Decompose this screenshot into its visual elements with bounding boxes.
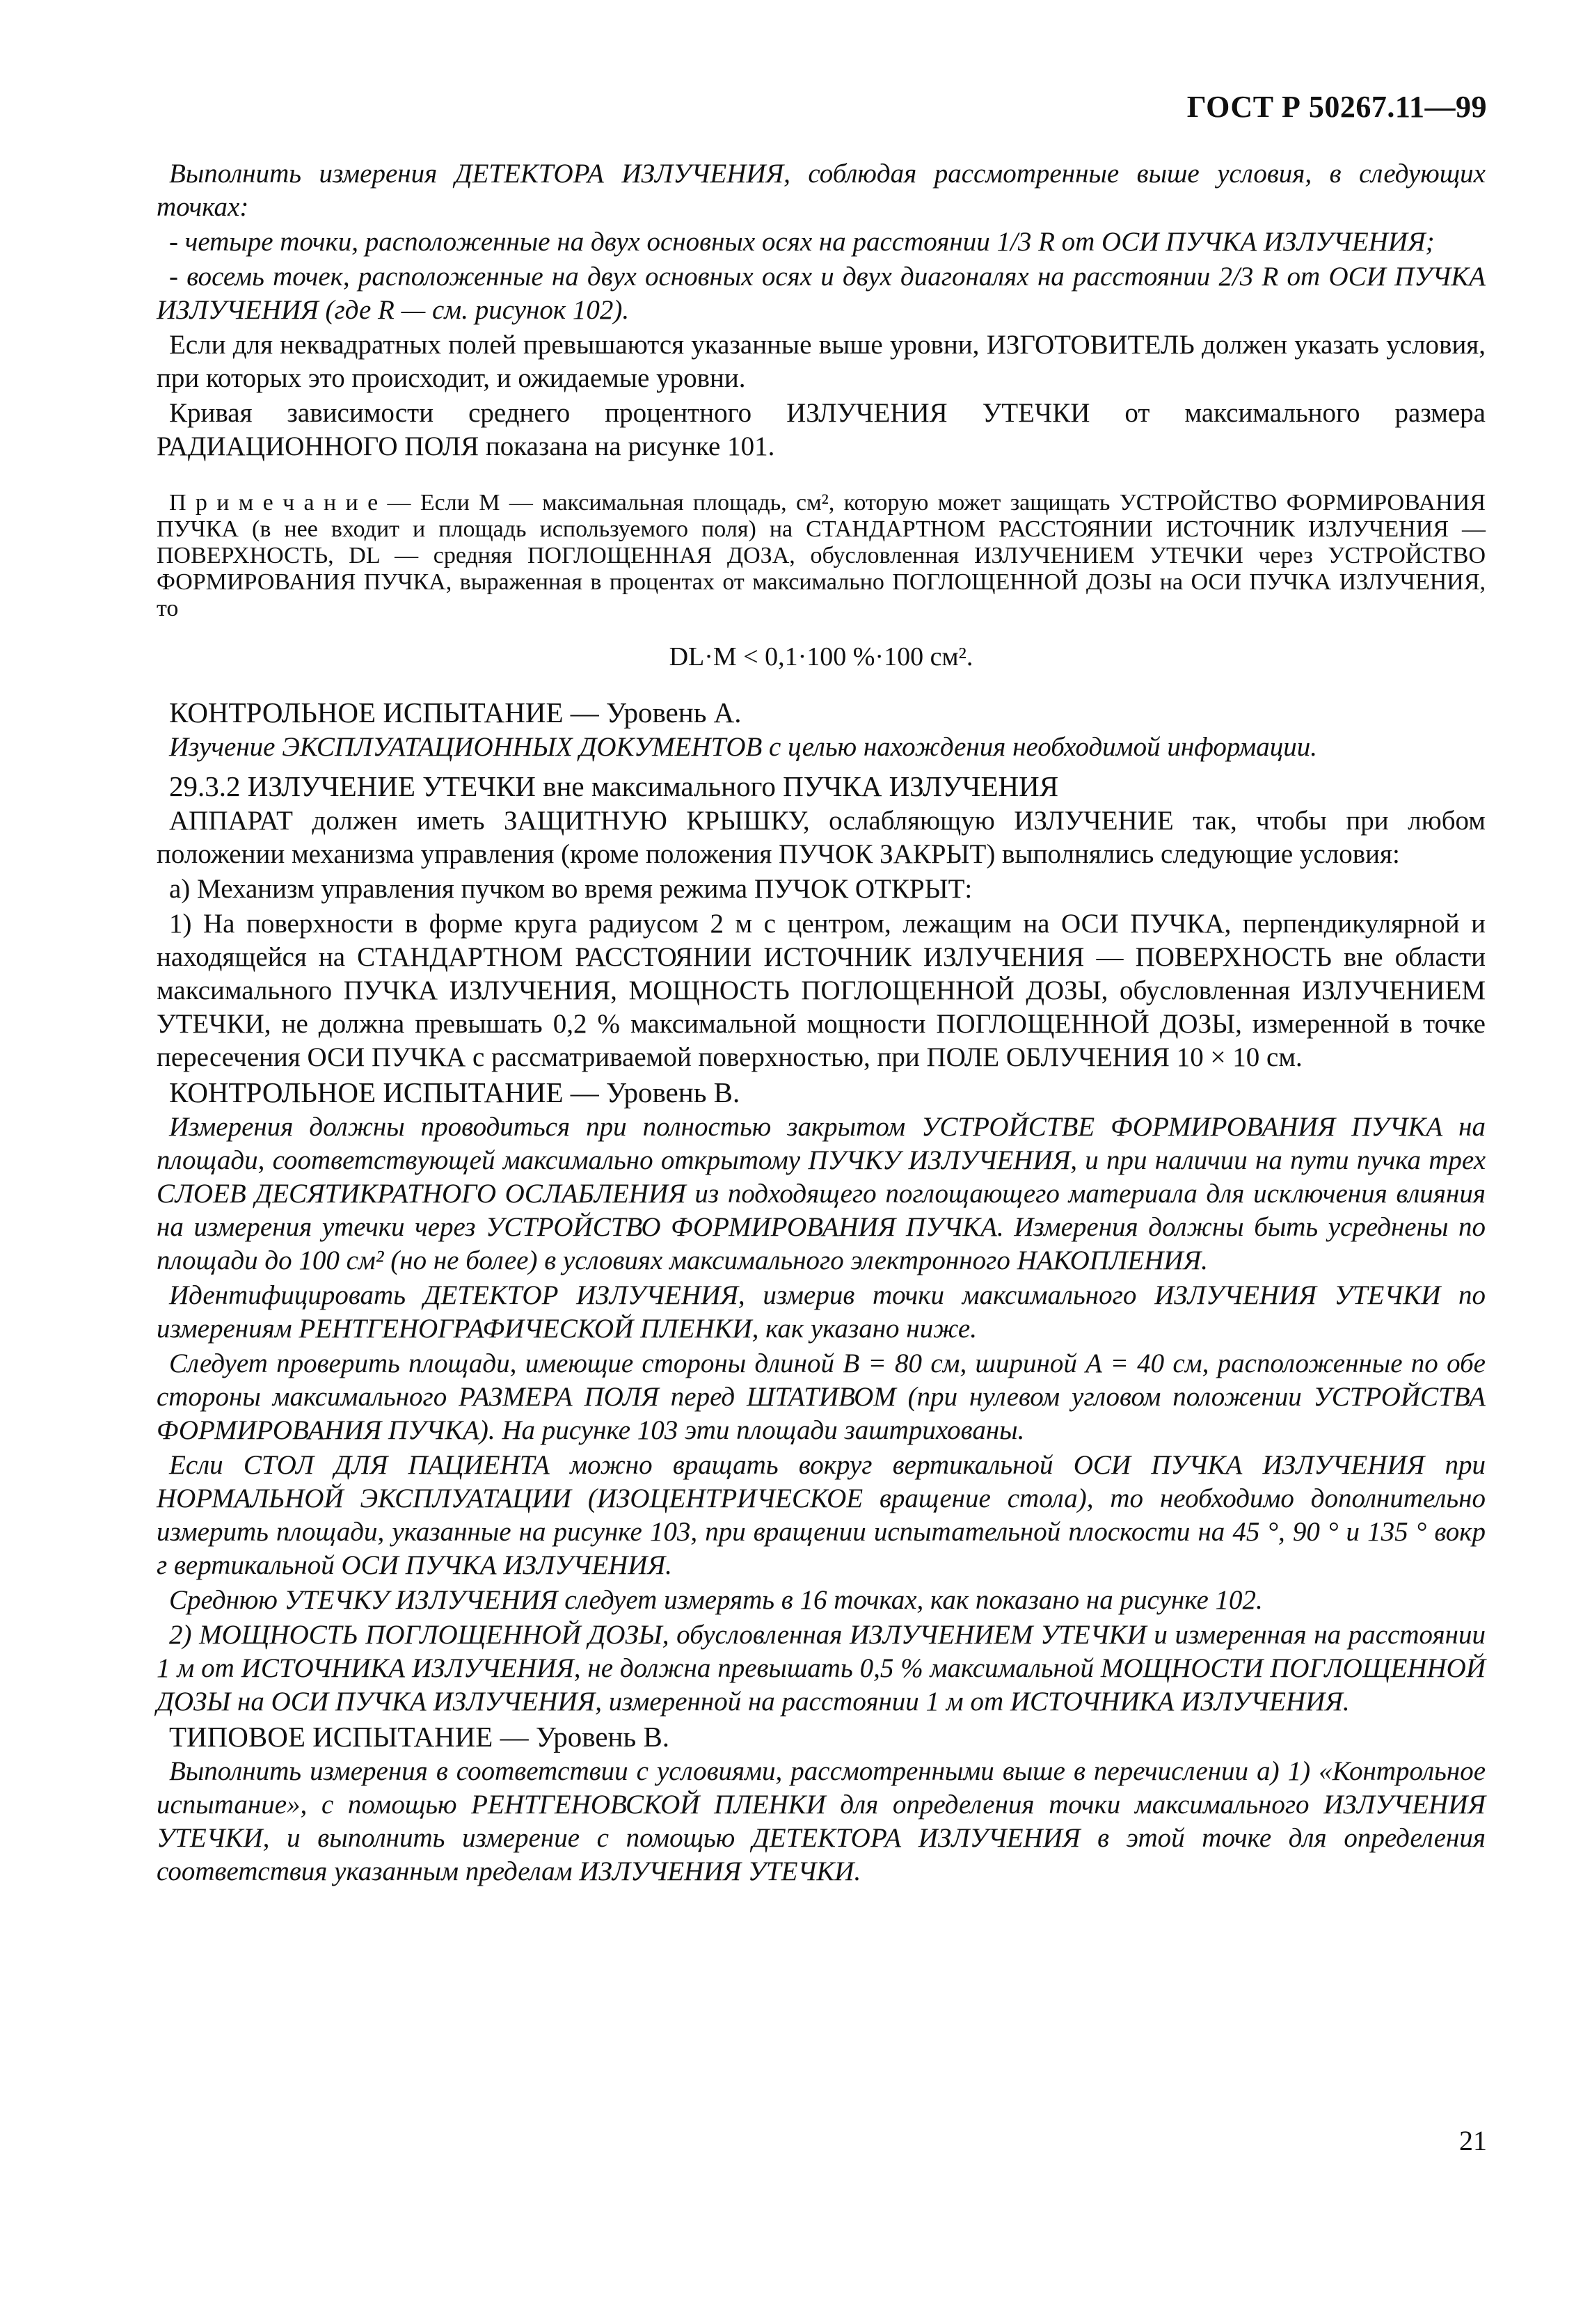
paragraph-leakage-curve: Кривая зависимости среднего процентного ИЗЛУЧЕНИЯ УТЕЧКИ от максимального размера РАДИАЦИОННОГО ПОЛЯ показана на рисунке 101. — [157, 398, 1486, 461]
paragraph-item-2: 2) МОЩНОСТЬ ПОГЛОЩЕННОЙ ДОЗЫ, обусловленная ИЗЛУЧЕНИЕМ УТЕЧКИ и измеренная на расстоянии 1 м от ИСТОЧНИКА ИЗЛУЧЕНИЯ, не должна превышать 0,5 % максимальной МОЩНОСТИ ПОГЛОЩЕННОЙ ДОЗЫ на ОСИ ПУЧКА ИЗЛУЧЕНИЯ, измеренной на расстоянии 1 м от ИСТОЧНИКА ИЗЛУЧЕНИЯ. — [157, 1620, 1486, 1717]
control-test-level-b: КОНТРОЛЬНОЕ ИСПЫТАНИЕ — Уровень В. — [169, 1076, 740, 1108]
formula: DL·M < 0,1·100 %·100 см². — [669, 642, 973, 671]
control-test-level-a: КОНТРОЛЬНОЕ ИСПЫТАНИЕ — Уровень А. — [169, 697, 742, 729]
paragraph-study-documents: Изучение ЭКСПЛУАТАЦИОННЫХ ДОКУМЕНТОВ с целью нахождения необходимой информации. — [169, 732, 1318, 762]
paragraph-check-areas: Следует проверить площади, имеющие стороны длиной B = 80 см, шириной A = 40 см, расположенные по обе стороны максимального РАЗМЕРА ПОЛЯ перед ШТАТИВОМ (при нулевом угловом положении УСТРОЙСТВА ФОРМИРОВАНИЯ ПУЧКА). На рисунке 103 эти площади заштрихованы. — [157, 1348, 1486, 1445]
paragraph-identify-detector: Идентифицировать ДЕТЕКТОР ИЗЛУЧЕНИЯ, измерив точки максимального ИЗЛУЧЕНИЯ УТЕЧКИ по измерениям РЕНТГЕНОГРАФИЧЕСКОЙ ПЛЕНКИ, как указано ниже. — [157, 1280, 1486, 1344]
section-heading-29-3-2: 29.3.2 ИЗЛУЧЕНИЕ УТЕЧКИ вне максимального ПУЧКА ИЗЛУЧЕНИЯ — [169, 770, 1059, 802]
paragraph-patient-table: Если СТОЛ ДЛЯ ПАЦИЕНТА можно вращать вокруг вертикальной ОСИ ПУЧКА ИЗЛУЧЕНИЯ при НОРМАЛЬНОЙ ЭКСПЛУАТАЦИИ (ИЗОЦЕНТРИЧЕСКОЕ вращение стола), то необходимо дополнительно измерить площади, указанные на рисунке 103, при вращении испытательной плоскости на 45 °, 90 ° и 135 ° вокр г вертикальной ОСИ ПУЧКА ИЗЛУЧЕНИЯ. — [157, 1450, 1486, 1580]
paragraph-item-a: а) Механизм управления пучком во время режима ПУЧОК ОТКРЫТ: — [169, 874, 973, 904]
type-test-level-b: ТИПОВОЕ ИСПЫТАНИЕ — Уровень В. — [169, 1721, 670, 1753]
paragraph-measurements-closed-device: Измерения должны проводиться при полностью закрытом УСТРОЙСТВЕ ФОРМИРОВАНИЯ ПУЧКА на площади, соответствующей максимально открытому ПУЧКУ ИЗЛУЧЕНИЯ, и при наличии на пути пучка трех СЛОЕВ ДЕСЯТИКРАТНОГО ОСЛАБЛЕНИЯ из подходящего поглощающего материала для исключения влияния на измерения утечки через УСТРОЙСТВО ФОРМИРОВАНИЯ ПУЧКА. Измерения должны быть усреднены по площади до 100 см² (но не более) в условиях максимального электронного НАКОПЛЕНИЯ. — [157, 1112, 1486, 1275]
paragraph-nonsquare-fields: Если для неквадратных полей превышаются указанные выше уровни, ИЗГОТОВИТЕЛЬ должен указать условия, при которых это происходит, и ожидаемые уровни. — [157, 330, 1486, 393]
paragraph-protective-cover: АППАРАТ должен иметь ЗАЩИТНУЮ КРЫШКУ, ослабляющую ИЗЛУЧЕНИЕ так, чтобы при любом положении механизма управления (кроме положения ПУЧОК ЗАКРЫТ) выполнялись следующие условия: — [157, 806, 1486, 869]
paragraph-average-leakage: Среднюю УТЕЧКУ ИЗЛУЧЕНИЯ следует измерять в 16 точках, как показано на рисунке 102. — [169, 1585, 1263, 1615]
page-number: 21 — [1459, 2125, 1487, 2156]
paragraph-four-points: - четыре точки, расположенные на двух основных осях на расстоянии 1/3 R от ОСИ ПУЧКА ИЗЛУЧЕНИЯ; — [169, 227, 1435, 257]
paragraph-eight-points: - восемь точек, расположенные на двух основных осях и двух диагоналях на расстоянии 2/3 R от ОСИ ПУЧКА ИЗЛУЧЕНИЯ (где R — см. рисунок 102). — [157, 262, 1486, 325]
paragraph-type-test-measurements: Выполнить измерения в соответствии с условиями, рассмотренными выше в перечислении а) 1) «Контрольное испытание», с помощью РЕНТГЕНОВСКОЙ ПЛЕНКИ для определения точки максимального ИЗЛУЧЕНИЯ УТЕЧКИ, и выполнить измерение с помощью ДЕТЕКТОРА ИЗЛУЧЕНИЯ в этой точке для определения соответствия указанным пределам ИЗЛУЧЕНИЯ УТЕЧКИ. — [157, 1756, 1486, 1886]
standard-designation: ГОСТ Р 50267.11—99 — [1186, 90, 1487, 124]
paragraph-measure-points: Выполнить измерения ДЕТЕКТОРА ИЗЛУЧЕНИЯ, соблюдая рассмотренные выше условия, в следующих точках: — [157, 159, 1486, 222]
note-paragraph: П р и м е ч а н и е — Если M — максимальная площадь, см², которую может защищать УСТРОЙСТВО ФОРМИРОВАНИЯ ПУЧКА (в нее входит и площадь используемого поля) на СТАНДАРТНОМ РАССТОЯНИИ ИСТОЧНИК ИЗЛУЧЕНИЯ — ПОВЕРХНОСТЬ, DL — средняя ПОГЛОЩЕННАЯ ДОЗА, обусловленная ИЗЛУЧЕНИЕМ УТЕЧКИ через УСТРОЙСТВО ФОРМИРОВАНИЯ ПУЧКА, выраженная в процентах от максимально ПОГЛОЩЕННОЙ ДОЗЫ на ОСИ ПУЧКА ИЗЛУЧЕНИЯ, то — [157, 490, 1486, 621]
document-body — [157, 157, 1486, 1890]
paragraph-item-1: 1) На поверхности в форме круга радиусом 2 м с центром, лежащим на ОСИ ПУЧКА, перпендикулярной и находящейся на СТАНДАРТНОМ РАССТОЯНИИ ИСТОЧНИК ИЗЛУЧЕНИЯ — ПОВЕРХНОСТЬ вне области максимального ПУЧКА ИЗЛУЧЕНИЯ, МОЩНОСТЬ ПОГЛОЩЕННОЙ ДОЗЫ, обусловленная ИЗЛУЧЕНИЕМ УТЕЧКИ, не должна превышать 0,2 % максимальной мощности ПОГЛОЩЕННОЙ ДОЗЫ, измеренной в точке пересечения ОСИ ПУЧКА с рассматриваемой поверхностью, при ПОЛЕ ОБЛУЧЕНИЯ 10 × 10 см. — [157, 909, 1486, 1072]
